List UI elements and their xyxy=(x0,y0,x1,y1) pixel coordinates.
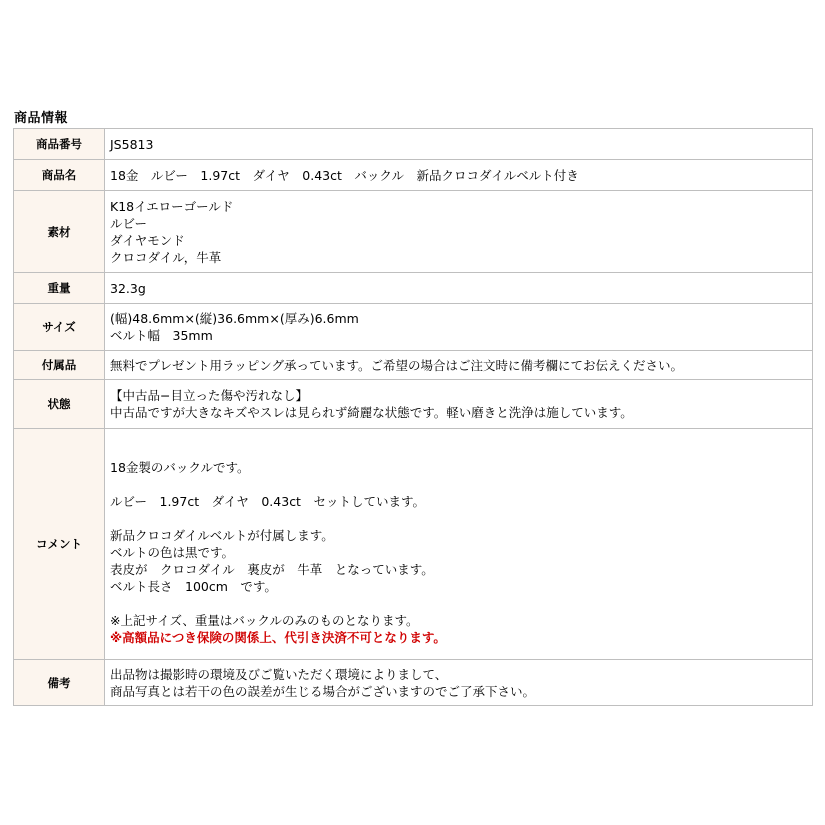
table-row-accessories xyxy=(14,351,813,380)
comment-line: 新品クロコダイルベルトが付属します。 xyxy=(110,528,334,543)
section-title: 商品情報 xyxy=(14,111,69,126)
condition-line: 中古品ですが大きなキズやスレは見られず綺麗な状態です。軽い磨きと洗浄は施しています。 xyxy=(110,405,633,420)
weight-text: 32.3g xyxy=(110,280,146,296)
table-row-notes xyxy=(14,660,813,706)
comment-line: 表皮が クロコダイル 裏皮が 牛革 となっています。 xyxy=(110,562,434,577)
label-product-name: 商品名 xyxy=(14,160,105,191)
value-accessories xyxy=(105,351,813,380)
value-condition xyxy=(105,380,813,429)
material-line: ダイヤモンド xyxy=(110,232,185,248)
product-info-table xyxy=(13,128,813,706)
table-row-weight xyxy=(14,273,813,304)
notes-line: 商品写真とは若干の色の誤差が生じる場合がございますのでご了承下さい。 xyxy=(110,683,536,699)
value-product-number xyxy=(105,129,813,160)
warning-text: ※高額品につき保険の関係上、代引き決済不可となります。 xyxy=(110,630,446,645)
label-comment: コメント xyxy=(14,429,105,660)
label-size: サイズ xyxy=(14,304,105,351)
material-line: K18イエローゴールド xyxy=(110,198,234,214)
table-row-material xyxy=(14,191,813,273)
material-line: ルビー xyxy=(110,215,148,231)
table-row-product-number xyxy=(14,129,813,160)
label-product-number: 商品番号 xyxy=(14,129,105,160)
table-row-condition xyxy=(14,380,813,429)
condition-line: 【中古品−目立った傷や汚れなし】 xyxy=(110,388,308,403)
product-number-text: JS5813 xyxy=(110,136,154,152)
comment-line: ベルトの色は黒です。 xyxy=(110,545,235,560)
table-row-comment xyxy=(14,429,813,660)
accessories-text: 無料でプレゼント用ラッピング承っています。ご希望の場合はご注文時に備考欄にてお伝えください。 xyxy=(110,357,684,373)
material-line: クロコダイル，牛革 xyxy=(110,249,222,265)
product-name-text: 18金 ルビー 1.97ct ダイヤ 0.43ct バックル 新品クロコダイルベルト付き xyxy=(110,167,579,183)
value-weight xyxy=(105,273,813,304)
size-line: ベルト幅 35mm xyxy=(110,328,213,343)
comment-line: ベルト長さ 100cm です。 xyxy=(110,579,277,594)
label-weight: 重量 xyxy=(14,273,105,304)
notes-line: 出品物は撮影時の環境及びご覧いただく環境によりまして、 xyxy=(110,666,448,682)
value-notes xyxy=(105,660,813,706)
table-row-size xyxy=(14,304,813,351)
label-condition: 状態 xyxy=(14,380,105,429)
value-comment xyxy=(105,429,813,660)
comment-line: 18金製のバックルです。 xyxy=(110,460,250,475)
value-size xyxy=(105,304,813,351)
comment-line: ルビー 1.97ct ダイヤ 0.43ct セットしています。 xyxy=(110,494,425,509)
size-line: (幅)48.6mm×(縦)36.6mm×(厚み)6.6mm xyxy=(110,311,359,326)
label-accessories: 付属品 xyxy=(14,351,105,380)
table-row-product-name xyxy=(14,160,813,191)
value-material xyxy=(105,191,813,273)
label-notes: 備考 xyxy=(14,660,105,706)
label-material: 素材 xyxy=(14,191,105,273)
value-product-name xyxy=(105,160,813,191)
comment-line: ※上記サイズ、重量はバックルのみのものとなります。 xyxy=(110,613,419,628)
